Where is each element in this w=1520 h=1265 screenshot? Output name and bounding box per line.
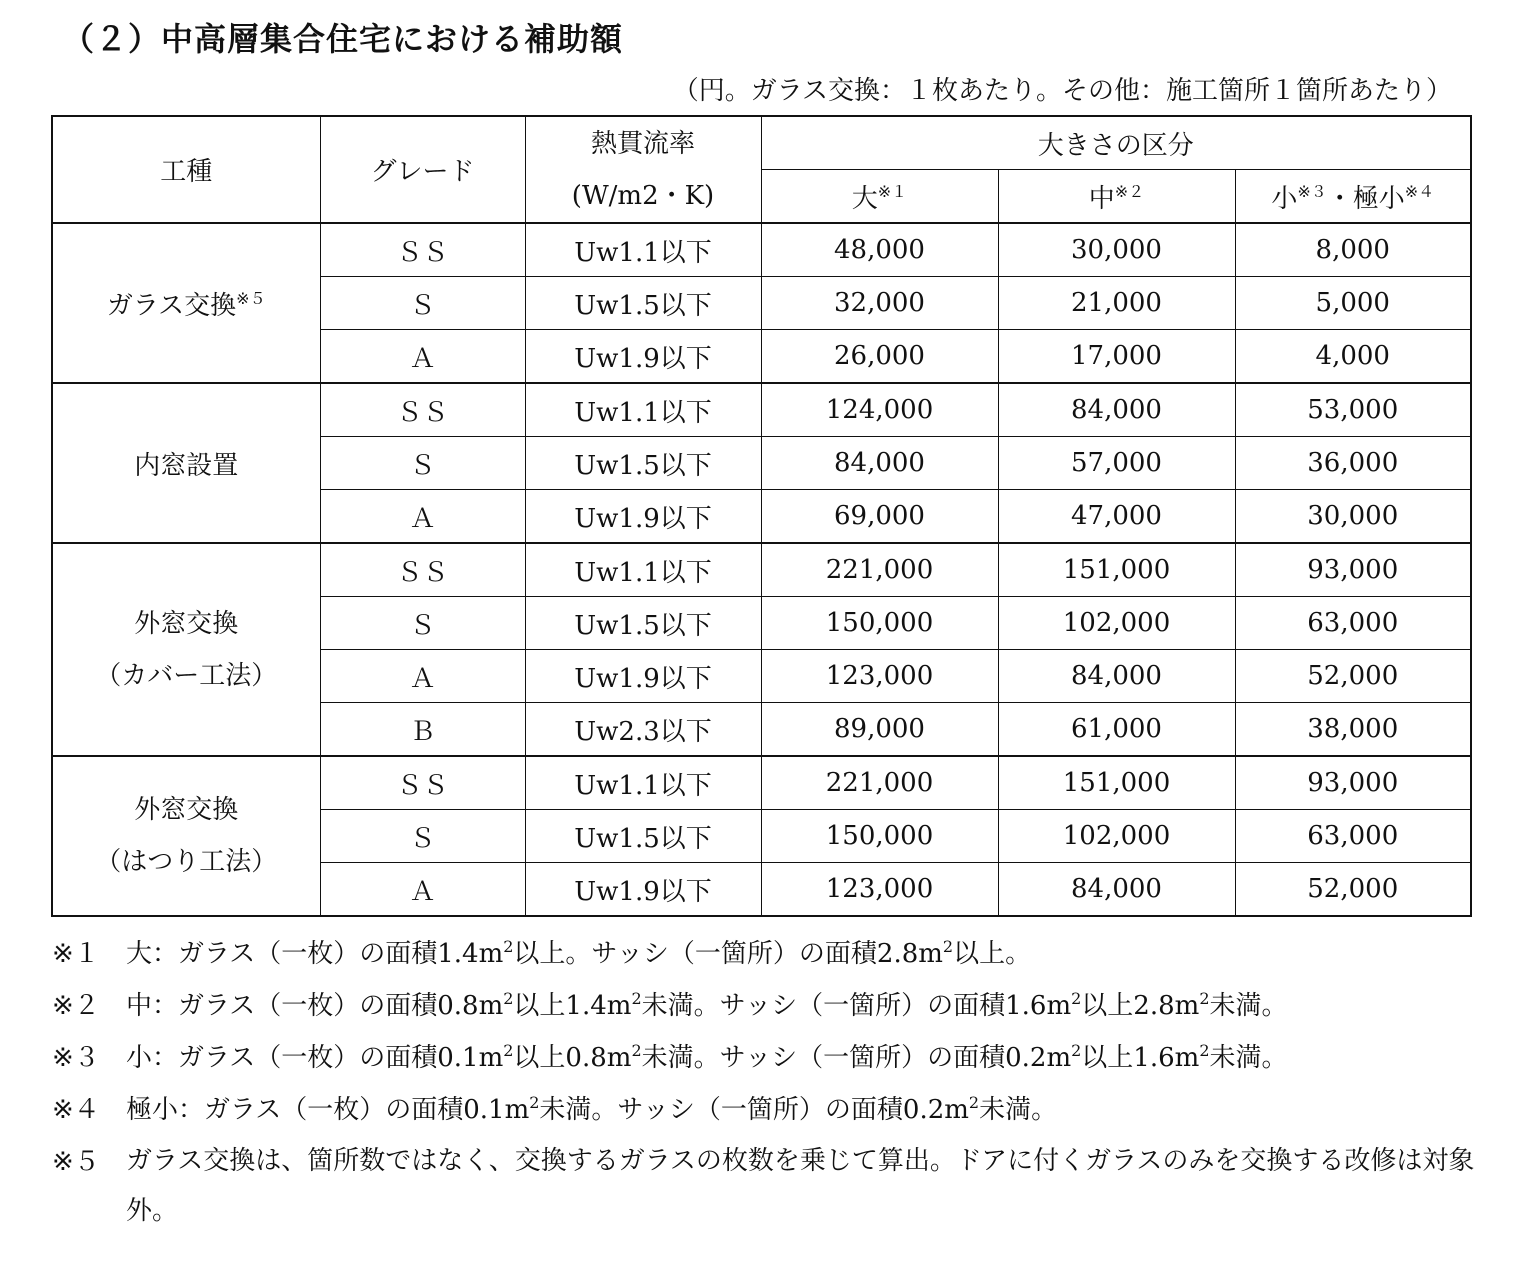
- medium-cell: 151,000: [998, 756, 1235, 810]
- grade-cell: Ｓ: [320, 277, 525, 330]
- grade-cell: Ｓ: [320, 437, 525, 490]
- thermal-cell: Uw1.9以下: [525, 650, 761, 703]
- work-type-label: 内窓設置: [134, 450, 239, 481]
- footnote-superscript: 2: [968, 1093, 980, 1112]
- footnote-segment: 以上1.4m: [513, 991, 632, 1021]
- footnote-text: [126, 980, 1288, 1032]
- grade-cell: Ｓ: [320, 810, 525, 863]
- thermal-cell: Uw1.9以下: [525, 330, 761, 384]
- footnote-superscript: 2: [631, 1041, 642, 1060]
- footnote-superscript: 2: [1071, 1041, 1082, 1060]
- work-type-name: [53, 285, 320, 322]
- large-cell: 69,000: [761, 490, 998, 544]
- grade-cell: Ａ: [320, 863, 525, 917]
- subsidy-table: [51, 115, 1472, 917]
- footnote-segment: ガラス交換は、箇所数ではなく、交換するガラスの枚数を乗じて算出。ドアに付くガラスのみを交換する改修は対象外。: [126, 1146, 1475, 1226]
- table-row: [52, 223, 1471, 277]
- footnote-superscript: 2: [1199, 989, 1210, 1008]
- small-cell: 93,000: [1235, 543, 1471, 597]
- large-cell: 150,000: [761, 810, 998, 863]
- large-cell: 123,000: [761, 863, 998, 917]
- work-type-note: ※５: [236, 288, 266, 308]
- header-medium: [998, 170, 1235, 224]
- medium-cell: 102,000: [998, 810, 1235, 863]
- work-type-name: [53, 445, 320, 482]
- thermal-cell: Uw1.5以下: [525, 277, 761, 330]
- small-cell: 52,000: [1235, 863, 1471, 917]
- header-large-label: 大: [851, 183, 878, 214]
- grade-cell: ＳＳ: [320, 756, 525, 810]
- footnote-segment: 未満。サッシ（一箇所）の面積1.6m: [641, 991, 1072, 1021]
- thermal-cell: Uw2.3以下: [525, 703, 761, 757]
- footnote: [52, 928, 1492, 980]
- grade-cell: ＳＳ: [320, 543, 525, 597]
- footnote-superscript: 2: [631, 989, 642, 1008]
- table-body: [52, 223, 1471, 916]
- page-title: （２）中高層集合住宅における補助額: [62, 20, 624, 58]
- small-cell: 63,000: [1235, 597, 1471, 650]
- footnote-text: [126, 1084, 1057, 1136]
- small-cell: 52,000: [1235, 650, 1471, 703]
- header-medium-note: ※２: [1114, 181, 1145, 201]
- small-cell: 38,000: [1235, 703, 1471, 757]
- work-type-cell: [52, 223, 320, 383]
- thermal-cell: Uw1.5以下: [525, 597, 761, 650]
- thermal-cell: Uw1.1以下: [525, 543, 761, 597]
- medium-cell: 47,000: [998, 490, 1235, 544]
- medium-cell: 84,000: [998, 383, 1235, 437]
- footnote-segment: 以上2.8m: [1081, 991, 1200, 1021]
- header-small: [1235, 170, 1471, 224]
- table-row: [52, 383, 1471, 437]
- small-cell: 53,000: [1235, 383, 1471, 437]
- large-cell: 32,000: [761, 277, 998, 330]
- footnote-superscript: 2: [529, 1093, 540, 1112]
- header-large: [761, 170, 998, 224]
- footnote-superscript: 2: [1199, 1041, 1210, 1060]
- header-medium-label: 中: [1088, 183, 1115, 214]
- header-thermal-line1: 熱貫流率: [590, 128, 695, 159]
- footnote-segment: 以上0.8m: [513, 1043, 632, 1073]
- small-cell: 5,000: [1235, 277, 1471, 330]
- footnote-segment: 以上1.6m: [1081, 1043, 1200, 1073]
- footnote-text: [126, 928, 1031, 980]
- footnote-superscript: 2: [503, 989, 514, 1008]
- work-type-cell: [52, 756, 320, 916]
- footnote-segment: 極小：ガラス（一枚）の面積0.1m: [126, 1095, 530, 1125]
- footnote-superscript: 2: [1071, 989, 1082, 1008]
- footnote-mark: ※１: [52, 939, 100, 969]
- footnote-segment: 未満。: [979, 1095, 1058, 1125]
- medium-cell: 102,000: [998, 597, 1235, 650]
- footnote-segment: 大：ガラス（一枚）の面積1.4m: [126, 939, 504, 969]
- thermal-cell: Uw1.1以下: [525, 383, 761, 437]
- thermal-cell: Uw1.5以下: [525, 437, 761, 490]
- footnote-mark: ※４: [52, 1095, 100, 1125]
- footnote-superscript: 2: [942, 937, 954, 956]
- medium-cell: 17,000: [998, 330, 1235, 384]
- table-row: [52, 756, 1471, 810]
- large-cell: 221,000: [761, 756, 998, 810]
- header-thermal-line2: (W/m2・K): [571, 180, 715, 211]
- header-grade: グレード: [320, 116, 525, 223]
- footnotes: [52, 928, 1492, 1236]
- small-cell: 30,000: [1235, 490, 1471, 544]
- footnote: [52, 980, 1492, 1032]
- footnote-segment: 以上。: [953, 939, 1032, 969]
- footnote-text: [126, 1032, 1288, 1084]
- footnote-segment: 未満。: [1209, 991, 1288, 1021]
- small-cell: 8,000: [1235, 223, 1471, 277]
- small-cell: 36,000: [1235, 437, 1471, 490]
- grade-cell: Ｓ: [320, 597, 525, 650]
- large-cell: 26,000: [761, 330, 998, 384]
- thermal-cell: Uw1.9以下: [525, 490, 761, 544]
- footnote: [52, 1084, 1492, 1136]
- footnote-mark: ※２: [52, 991, 100, 1021]
- work-type-cell: [52, 383, 320, 543]
- large-cell: 48,000: [761, 223, 998, 277]
- small-cell: 93,000: [1235, 756, 1471, 810]
- medium-cell: 151,000: [998, 543, 1235, 597]
- footnote-segment: 未満。サッシ（一箇所）の面積0.2m: [539, 1095, 969, 1125]
- work-type-method: （カバー工法）: [95, 660, 278, 691]
- grade-cell: ＳＳ: [320, 383, 525, 437]
- header-tiny-label: 極小: [1352, 183, 1405, 214]
- footnote-superscript: 2: [503, 1041, 514, 1060]
- large-cell: 221,000: [761, 543, 998, 597]
- footnote-mark: ※３: [52, 1043, 100, 1073]
- header-large-note: ※１: [877, 181, 908, 201]
- large-cell: 124,000: [761, 383, 998, 437]
- medium-cell: 84,000: [998, 863, 1235, 917]
- header-small-label: 小: [1271, 183, 1298, 214]
- work-type-method: （はつり工法）: [95, 847, 278, 877]
- footnote-segment: 中：ガラス（一枚）の面積0.8m: [126, 991, 504, 1021]
- large-cell: 89,000: [761, 703, 998, 757]
- small-cell: 4,000: [1235, 330, 1471, 384]
- large-cell: 84,000: [761, 437, 998, 490]
- medium-cell: 21,000: [998, 277, 1235, 330]
- header-size: 大きさの区分: [761, 116, 1471, 170]
- thermal-cell: Uw1.1以下: [525, 756, 761, 810]
- medium-cell: 57,000: [998, 437, 1235, 490]
- grade-cell: Ｂ: [320, 703, 525, 757]
- medium-cell: 61,000: [998, 703, 1235, 757]
- grade-cell: Ａ: [320, 650, 525, 703]
- grade-cell: ＳＳ: [320, 223, 525, 277]
- footnote-text: [126, 1136, 1492, 1236]
- medium-cell: 84,000: [998, 650, 1235, 703]
- thermal-cell: Uw1.9以下: [525, 863, 761, 917]
- footnote-segment: 以上。サッシ（一箇所）の面積2.8m: [513, 939, 943, 969]
- work-type-name: [53, 784, 320, 836]
- header-small-note: ※３: [1297, 181, 1327, 201]
- grade-cell: Ａ: [320, 490, 525, 544]
- large-cell: 150,000: [761, 597, 998, 650]
- table-row: [52, 543, 1471, 597]
- grade-cell: Ａ: [320, 330, 525, 384]
- footnote-segment: 未満。サッシ（一箇所）の面積0.2m: [641, 1043, 1072, 1073]
- footnote-superscript: 2: [503, 937, 514, 956]
- header-small-sep: ・: [1326, 183, 1353, 214]
- work-type-label: ガラス交換: [106, 290, 237, 321]
- footnote-mark: ※５: [52, 1147, 100, 1177]
- header-thermal: [525, 116, 761, 223]
- work-type-label: 外窓交換: [134, 795, 239, 825]
- medium-cell: 30,000: [998, 223, 1235, 277]
- large-cell: 123,000: [761, 650, 998, 703]
- header-tiny-note: ※４: [1404, 181, 1435, 201]
- footnote-segment: 未満。: [1209, 1043, 1288, 1073]
- footnote: [52, 1032, 1492, 1084]
- footnote-segment: 小：ガラス（一枚）の面積0.1m: [126, 1043, 504, 1073]
- footnote: [52, 1136, 1492, 1236]
- small-cell: 63,000: [1235, 810, 1471, 863]
- work-type-cell: [52, 543, 320, 756]
- work-type-label: 外窓交換: [134, 608, 239, 639]
- thermal-cell: Uw1.1以下: [525, 223, 761, 277]
- thermal-cell: Uw1.5以下: [525, 810, 761, 863]
- unit-note: （円。ガラス交換：１枚あたり。その他：施工箇所１箇所あたり）: [672, 76, 1452, 106]
- work-type-name: [53, 598, 320, 650]
- header-work-type: 工種: [52, 116, 320, 223]
